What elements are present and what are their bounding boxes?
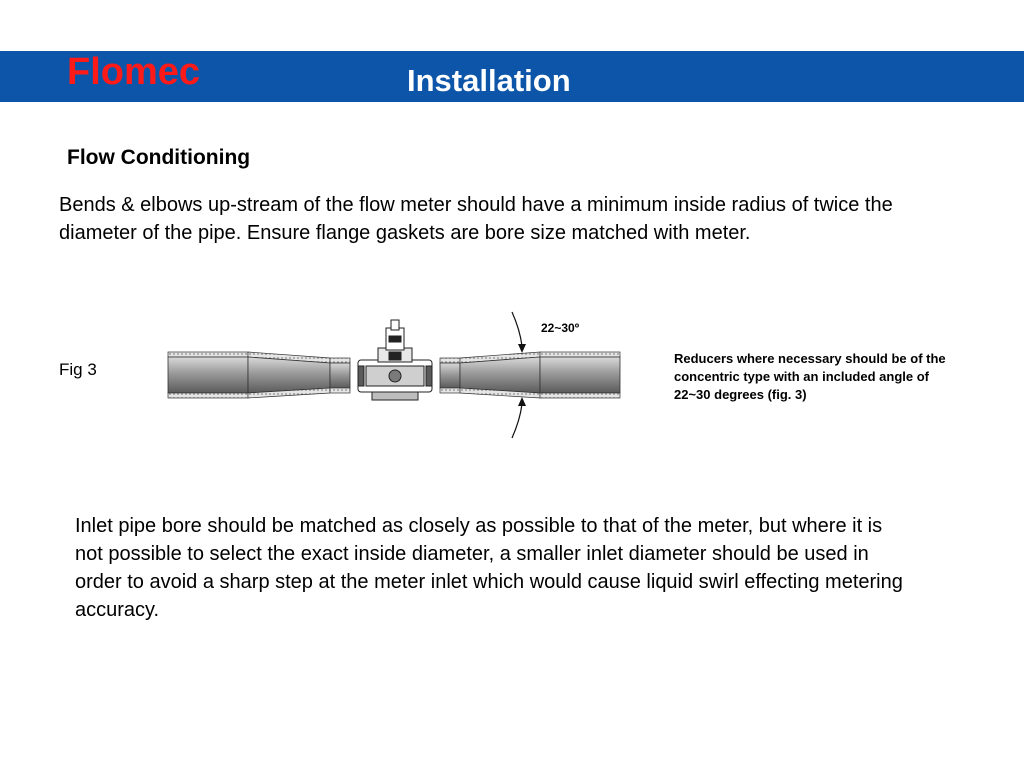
- right-stub: [440, 358, 460, 393]
- reducer-note: Reducers where necessary should be of the concentric type with an included angle of 22~30 degrees (fig. 3): [674, 351, 946, 402]
- angle-arrow-top: [518, 344, 526, 353]
- section-heading: Flow Conditioning: [67, 146, 251, 169]
- left-stub: [330, 358, 350, 393]
- angle-arrow-bottom: [518, 397, 526, 406]
- figure-label: Fig 3: [59, 360, 97, 379]
- flow-meter: [358, 320, 432, 400]
- left-pipe: [168, 352, 248, 398]
- page-title: Installation: [407, 63, 571, 98]
- left-reducer: [248, 352, 330, 398]
- brand-logo: Flomec: [67, 51, 201, 93]
- angle-label: 22~30º: [541, 321, 580, 335]
- intro-paragraph: Bends & elbows up-stream of the flow meter should have a minimum inside radius of twice the diameter of the pipe. Ensure flange gaskets are bore size matched with meter.: [59, 194, 893, 244]
- right-pipe: [540, 352, 620, 398]
- inlet-paragraph: Inlet pipe bore should be matched as closely as possible to that of the meter, but where it is not possible to select the exact inside diameter, a smaller inlet diameter should be used in order to avoid a sharp step at the meter inlet which would cause liquid swirl effecting metering accuracy.: [75, 515, 903, 621]
- right-reducer: [460, 352, 540, 398]
